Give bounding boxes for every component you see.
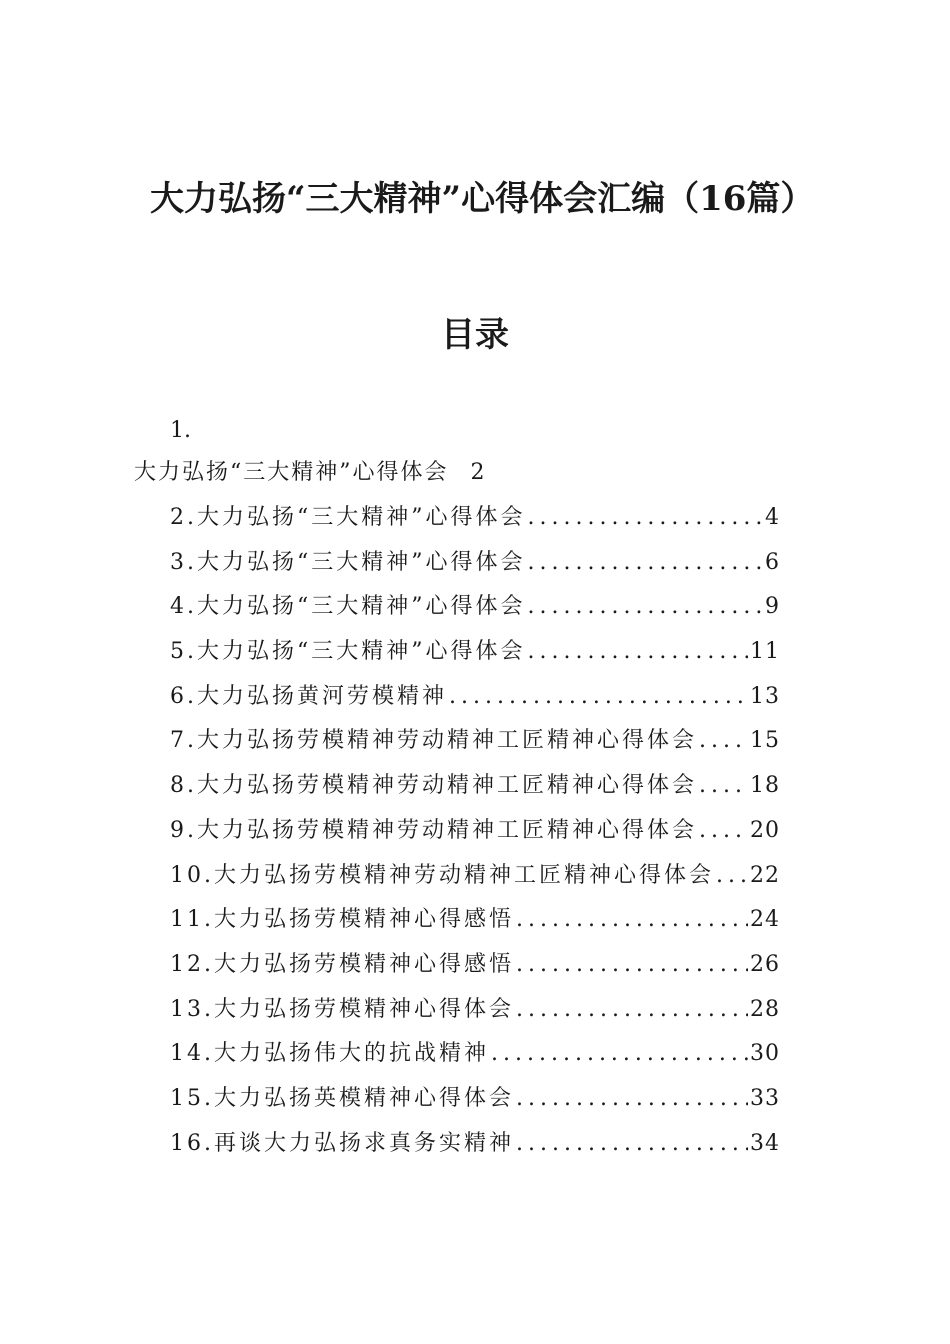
toc-entry-label: 9.大力弘扬劳模精神劳动精神工匠精神心得体会 (170, 817, 697, 843)
toc-entry-label: 7.大力弘扬劳模精神劳动精神工匠精神心得体会 (170, 728, 697, 754)
toc-entry-1-page: 2 (470, 460, 487, 485)
toc-entry-page: 26 (750, 951, 780, 977)
toc-entry-page: 18 (750, 773, 780, 799)
dot-leader (516, 950, 748, 980)
dot-leader (516, 1084, 748, 1114)
toc-entry-label: 5.大力弘扬“三大精神”心得体会 (170, 639, 526, 665)
toc-entry-1-title: 大力弘扬“三大精神”心得体会 (134, 460, 449, 485)
toc-entry-label: 16.再谈大力弘扬求真务实精神 (170, 1130, 514, 1156)
toc-entry-page: 9 (765, 594, 780, 620)
toc-entry[interactable] (170, 1039, 780, 1084)
toc-entry-page: 11 (750, 639, 780, 665)
toc-entry[interactable] (170, 726, 780, 771)
toc-heading: 目录 (441, 315, 509, 355)
dot-leader (699, 771, 748, 801)
dot-leader (528, 503, 764, 533)
dot-leader (449, 682, 748, 712)
toc-entry-page: 6 (765, 549, 780, 575)
toc-entry[interactable] (170, 1129, 780, 1174)
dot-leader (528, 637, 749, 667)
toc-entry-page: 20 (750, 817, 780, 843)
toc-entry-label: 8.大力弘扬劳模精神劳动精神工匠精神心得体会 (170, 773, 697, 799)
toc-entry-page: 15 (750, 728, 780, 754)
toc-entry-label: 15.大力弘扬英模精神心得体会 (170, 1085, 514, 1111)
dot-leader (699, 816, 748, 846)
toc-entry-page: 13 (750, 683, 780, 709)
toc-entry[interactable] (170, 816, 780, 861)
toc-entry-label: 13.大力弘扬劳模精神心得体会 (170, 996, 514, 1022)
toc-entry-label: 14.大力弘扬伟大的抗战精神 (170, 1041, 489, 1067)
toc-entry-label: 11.大力弘扬劳模精神心得感悟 (170, 907, 514, 933)
dot-leader (528, 548, 764, 578)
toc-entry-page: 30 (750, 1041, 780, 1067)
toc-entry-page: 33 (750, 1085, 780, 1111)
dot-leader (516, 1129, 748, 1159)
dot-leader (699, 726, 748, 756)
toc-entry-page: 22 (750, 862, 780, 888)
toc-entry-label: 6.大力弘扬黄河劳模精神 (170, 683, 447, 709)
toc-entry-page: 4 (765, 505, 780, 530)
toc-entry[interactable] (170, 861, 780, 906)
toc-entry-label: 2.大力弘扬“三大精神”心得体会 (170, 505, 526, 530)
toc-list (170, 503, 780, 1173)
toc-entry[interactable] (170, 995, 780, 1040)
toc-entry-label: 4.大力弘扬“三大精神”心得体会 (170, 594, 526, 620)
toc-entry-page: 34 (750, 1130, 780, 1156)
toc-entry[interactable] (170, 637, 780, 682)
dot-leader (516, 995, 748, 1025)
toc-entry-page: 28 (750, 996, 780, 1022)
toc-entry[interactable] (170, 592, 780, 637)
toc-entry[interactable] (170, 682, 780, 727)
toc-entry-label: 3.大力弘扬“三大精神”心得体会 (170, 549, 526, 575)
dot-leader (491, 1039, 748, 1069)
dot-leader (528, 592, 764, 622)
toc-entry-label: 10.大力弘扬劳模精神劳动精神工匠精神心得体会 (170, 862, 714, 888)
toc-entry[interactable] (170, 1084, 780, 1129)
dot-leader (716, 861, 748, 891)
toc-entry-label: 12.大力弘扬劳模精神心得感悟 (170, 951, 514, 977)
toc-entry[interactable] (170, 905, 780, 950)
toc-entry-1[interactable] (134, 458, 487, 488)
toc-entry-1-number[interactable]: 1. (170, 418, 191, 443)
toc-entry-page: 24 (750, 907, 780, 933)
toc-entry[interactable] (170, 503, 780, 548)
toc-entry[interactable] (170, 950, 780, 995)
document-title: 大力弘扬“三大精神”心得体会汇编（16篇） (150, 179, 815, 219)
dot-leader (516, 905, 748, 935)
toc-entry[interactable] (170, 771, 780, 816)
toc-entry[interactable] (170, 548, 780, 593)
